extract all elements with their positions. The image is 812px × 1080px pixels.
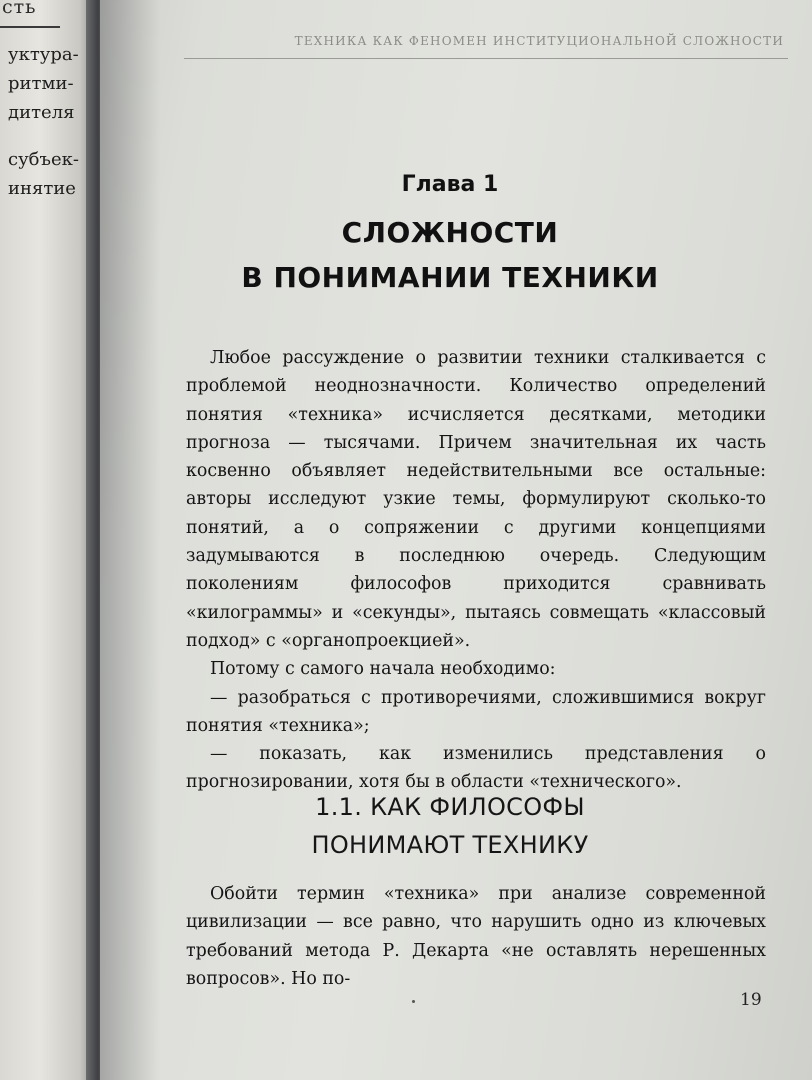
chapter-title xyxy=(100,210,800,300)
left-header-rule xyxy=(0,26,60,28)
page-number: 19 xyxy=(740,990,762,1010)
left-line: дителя xyxy=(8,102,75,123)
chapter-title-line: В ПОНИМАНИИ ТЕХНИКИ xyxy=(241,261,659,294)
chapter-title-line: СЛОЖНОСТИ xyxy=(341,216,559,249)
left-line: ритми- xyxy=(8,73,74,94)
print-speck xyxy=(412,1000,415,1003)
paragraph: — показать, как изменились представления о прогнозировании, хотя бы в области «технического». xyxy=(186,744,766,793)
paragraph: Любое рассуждение о развитии техники сталкивается с проблемой неоднозначности. Количество определений понятия «техника» исчисляется десятками, методики прогноза — тысячами. Причем значительная их часть косвенно объявляет недействительными все остальные: авторы исследуют узкие темы, формулируют сколько-то понятий, а о сопряжении с другими концепциями задумываются в последнюю очередь. Следующим поколениям философов приходится сравнивать «килограммы» и «секунды», пытаясь совмещать «классовый подход» с «органопроекцией». xyxy=(186,348,766,651)
section-title-line: ПОНИМАЮТ ТЕХНИКУ xyxy=(311,831,589,859)
chapter-label: Глава 1 xyxy=(401,172,499,197)
left-running-head: сть xyxy=(2,0,37,18)
left-line: инятие xyxy=(8,178,76,199)
paragraph: — разобраться с противоречиями, сложившимися вокруг понятия «техника»; xyxy=(186,687,766,736)
page-shadow xyxy=(100,0,160,1080)
paragraph: Потому с самого начала необходимо: xyxy=(210,659,556,680)
paragraph: Обойти термин «техника» при анализе современной цивилизации — все равно, что нарушить одно из ключевых требований метода Р. Декарта «не оставлять нерешенных вопросов». Но по- xyxy=(186,884,766,989)
section-title-line: 1.1. КАК ФИЛОСОФЫ xyxy=(315,793,585,821)
book-page xyxy=(100,0,812,1080)
section-body xyxy=(186,880,766,993)
left-line: субъек- xyxy=(8,149,79,170)
running-head: ТЕХНИКА КАК ФЕНОМЕН ИНСТИТУЦИОНАЛЬНОЙ СЛОЖНОСТИ xyxy=(294,34,784,48)
section-title xyxy=(100,788,800,864)
left-page-text xyxy=(8,40,79,203)
left-line: уктура- xyxy=(8,44,79,65)
chapter-intro xyxy=(186,344,766,797)
running-head-rule xyxy=(184,58,788,59)
previous-page-edge xyxy=(0,0,92,1080)
